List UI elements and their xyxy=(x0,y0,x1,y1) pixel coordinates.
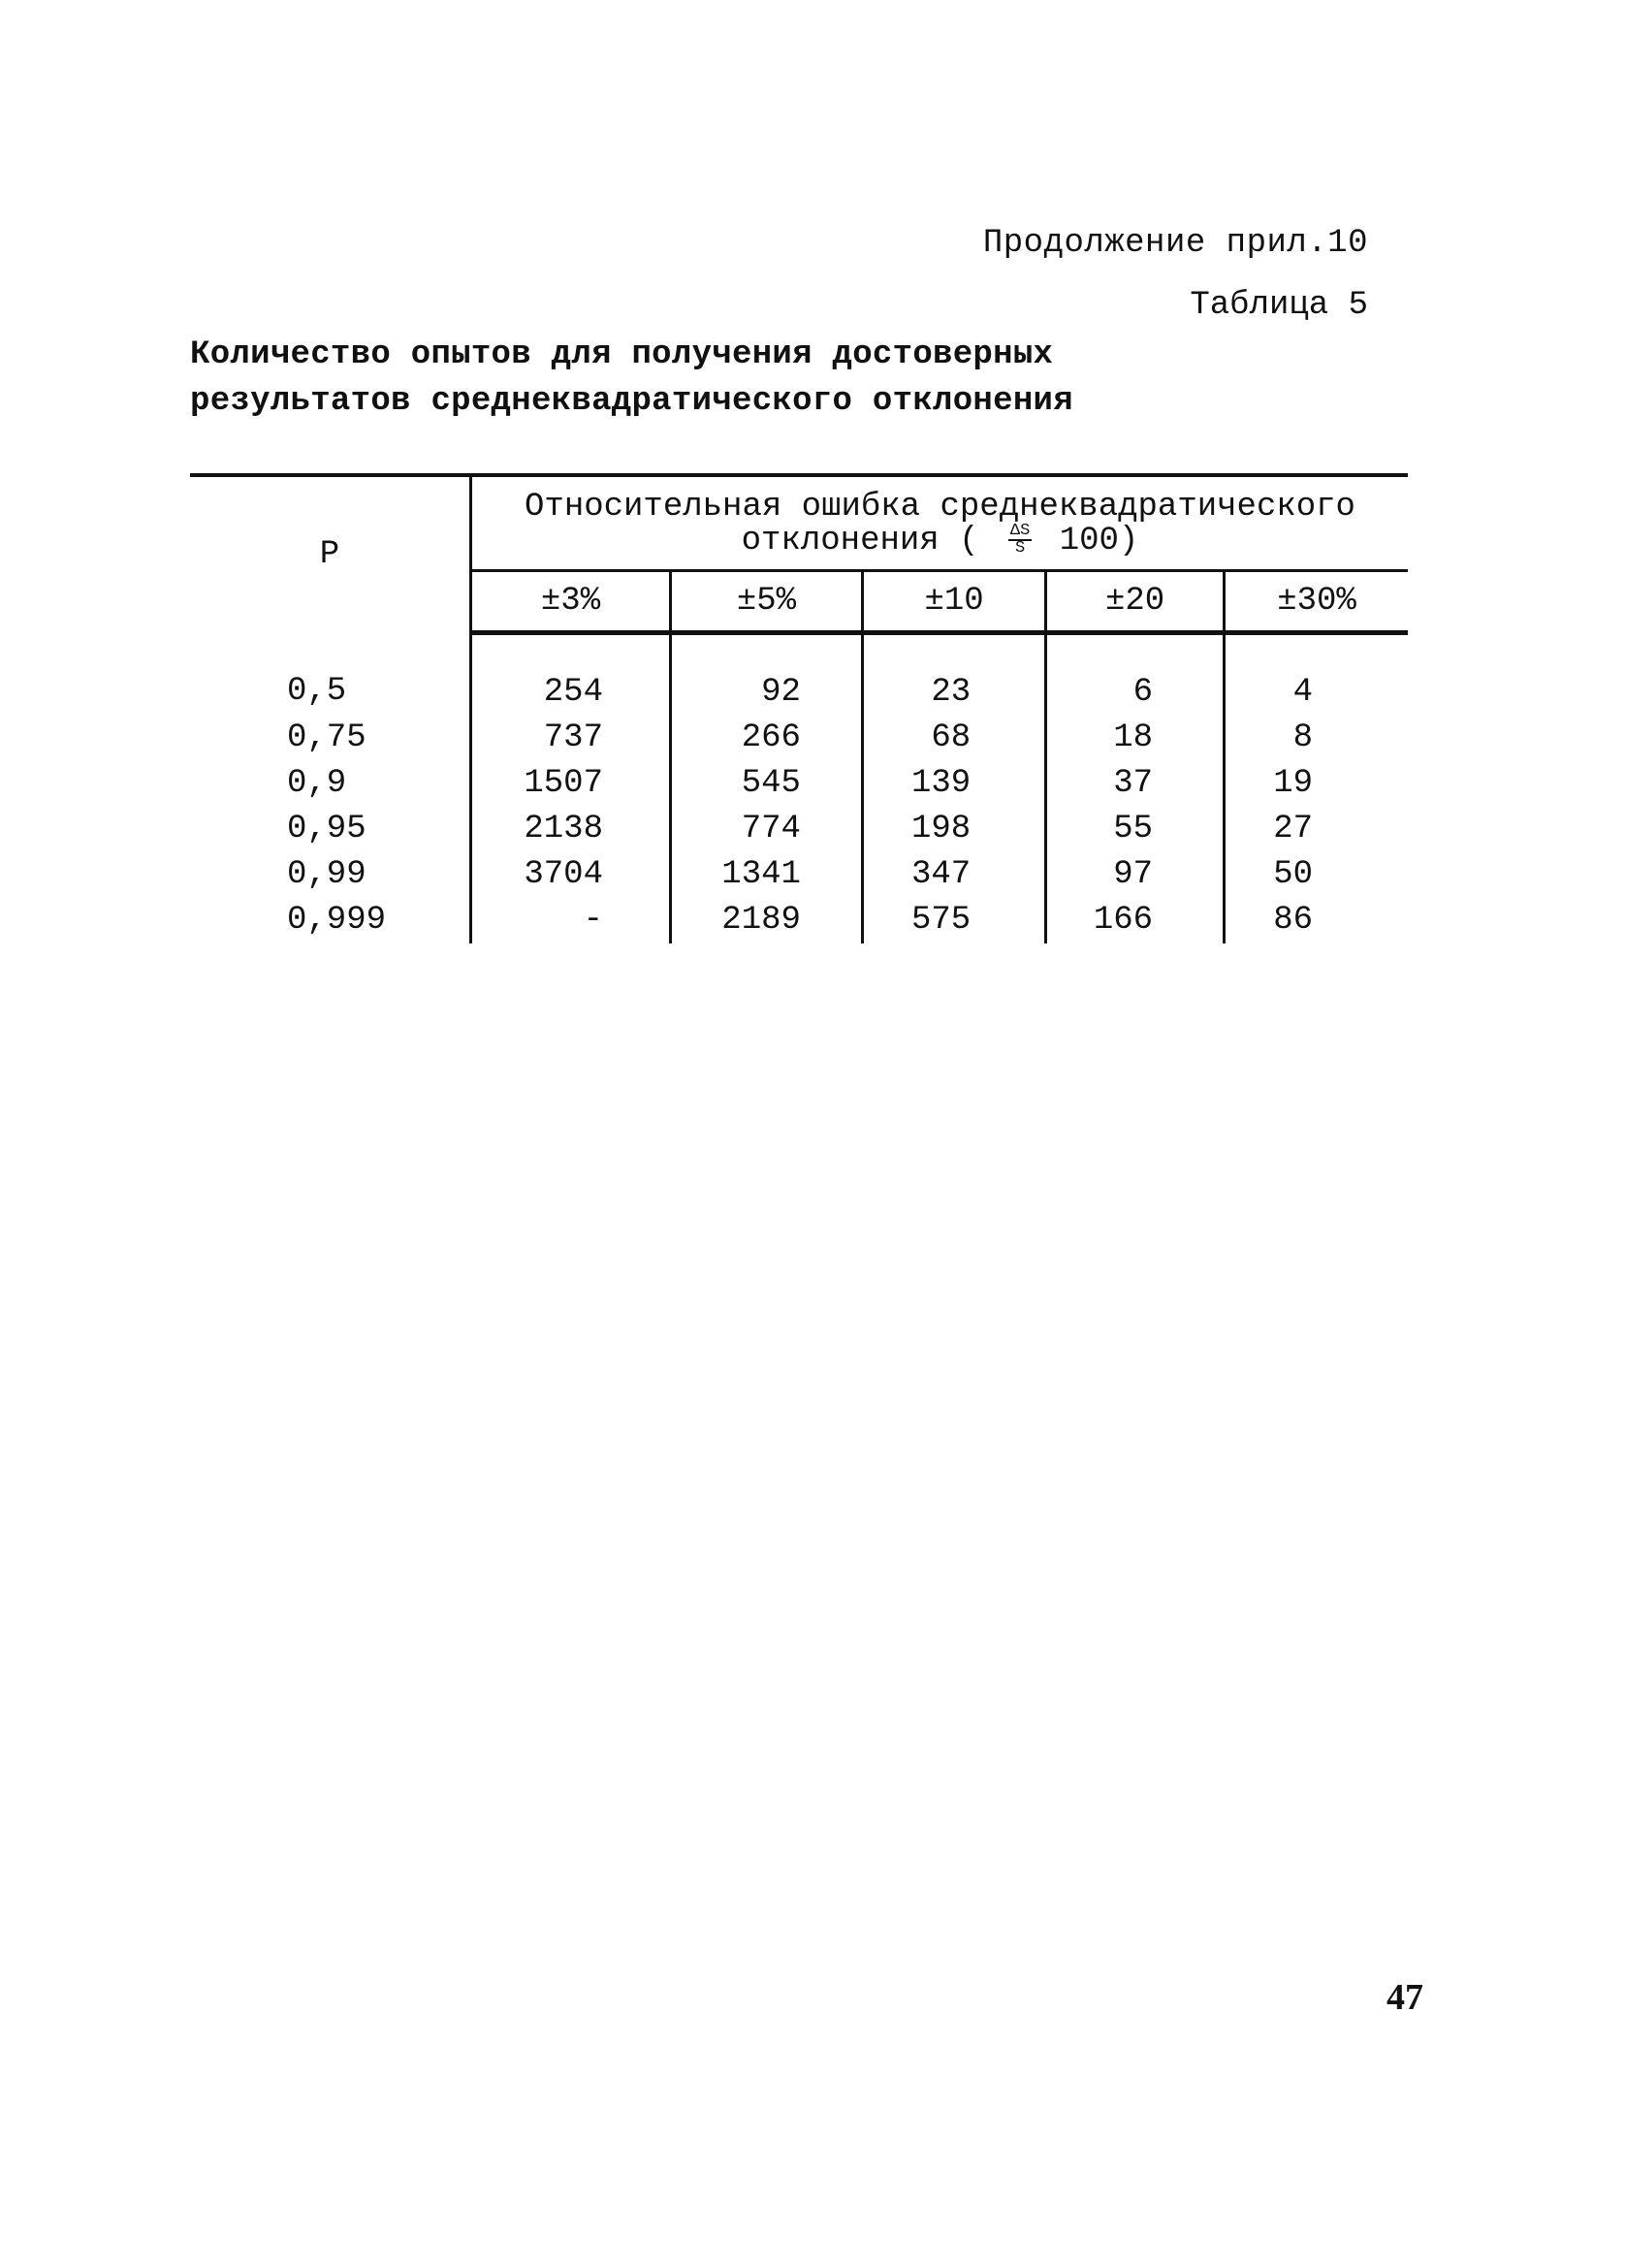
experiments-count-table xyxy=(190,473,1408,943)
table-row xyxy=(190,852,1408,898)
table-row xyxy=(190,898,1408,943)
table-cell: 37 xyxy=(1046,761,1225,807)
table-title-line-2: результатов среднеквадратического отклонения xyxy=(190,383,1073,420)
column-header-20: ±20 xyxy=(1046,570,1225,632)
table-cell: - xyxy=(471,898,671,943)
group-header-suffix: 100) xyxy=(1059,522,1139,559)
p-value-cell: 0,5 xyxy=(190,632,471,716)
table-cell: 18 xyxy=(1046,716,1225,761)
table-cell: 774 xyxy=(671,807,863,852)
table-cell: 166 xyxy=(1046,898,1225,943)
relative-error-group-header xyxy=(471,475,1409,570)
table-cell: 347 xyxy=(862,852,1045,898)
table-header-row xyxy=(190,475,1408,570)
table-row xyxy=(190,716,1408,761)
p-value-cell: 0,9 xyxy=(190,761,471,807)
table-cell: 68 xyxy=(862,716,1045,761)
fraction-numerator: ΔS xyxy=(1009,522,1031,540)
table-cell: 545 xyxy=(671,761,863,807)
table-cell: 8 xyxy=(1292,719,1313,757)
column-header-30-percent: ±30% xyxy=(1225,570,1408,632)
table-cell: 23 xyxy=(862,632,1045,716)
table-row xyxy=(190,807,1408,852)
p-value-cell: 0,75 xyxy=(190,716,471,761)
relative-error-fraction xyxy=(1008,524,1032,557)
page-number: 47 xyxy=(1386,1977,1423,2018)
table-cell: 2138 xyxy=(471,807,671,852)
appendix-continuation-label: Продолжение прил.10 xyxy=(982,225,1368,262)
table-row xyxy=(190,761,1408,807)
table-cell: 97 xyxy=(1046,852,1225,898)
fraction-denominator: S xyxy=(1015,539,1026,558)
table-title xyxy=(190,332,1073,425)
column-header-10: ±10 xyxy=(862,570,1045,632)
table-cell: 86 xyxy=(1273,902,1313,940)
table-cell: 1507 xyxy=(471,761,671,807)
table-cell: 198 xyxy=(862,807,1045,852)
table-row xyxy=(190,632,1408,716)
group-header-line-2 xyxy=(472,524,1408,558)
table-cell: 575 xyxy=(862,898,1045,943)
group-header-prefix: отклонения ( xyxy=(741,522,979,559)
table-cell: 139 xyxy=(862,761,1045,807)
column-header-3-percent: ±3% xyxy=(471,570,671,632)
p-value-cell: 0,99 xyxy=(190,852,471,898)
table-cell: 2189 xyxy=(671,898,863,943)
p-column-header: Р xyxy=(190,475,471,632)
table-cell: 6 xyxy=(1046,632,1225,716)
table-cell: 50 xyxy=(1273,856,1313,894)
table-cell: 55 xyxy=(1046,807,1225,852)
table-cell: 1341 xyxy=(671,852,863,898)
table-number-label: Таблица 5 xyxy=(1190,287,1368,324)
table-title-line-1: Количество опытов для получения достоверных xyxy=(190,336,1054,373)
table-cell: 254 xyxy=(471,632,671,716)
table-cell: 737 xyxy=(471,716,671,761)
table-cell: 92 xyxy=(671,632,863,716)
table-cell: 4 xyxy=(1292,674,1313,712)
column-header-5-percent: ±5% xyxy=(671,570,863,632)
table-cell: 27 xyxy=(1273,811,1313,848)
group-header-line-1: Относительная ошибка среднеквадратического xyxy=(525,489,1355,526)
p-value-cell: 0,95 xyxy=(190,807,471,852)
table-cell: 266 xyxy=(671,716,863,761)
table-cell: 3704 xyxy=(471,852,671,898)
experiments-table-container xyxy=(190,473,1408,943)
p-value-cell: 0,999 xyxy=(190,898,471,943)
table-cell: 19 xyxy=(1273,765,1313,803)
